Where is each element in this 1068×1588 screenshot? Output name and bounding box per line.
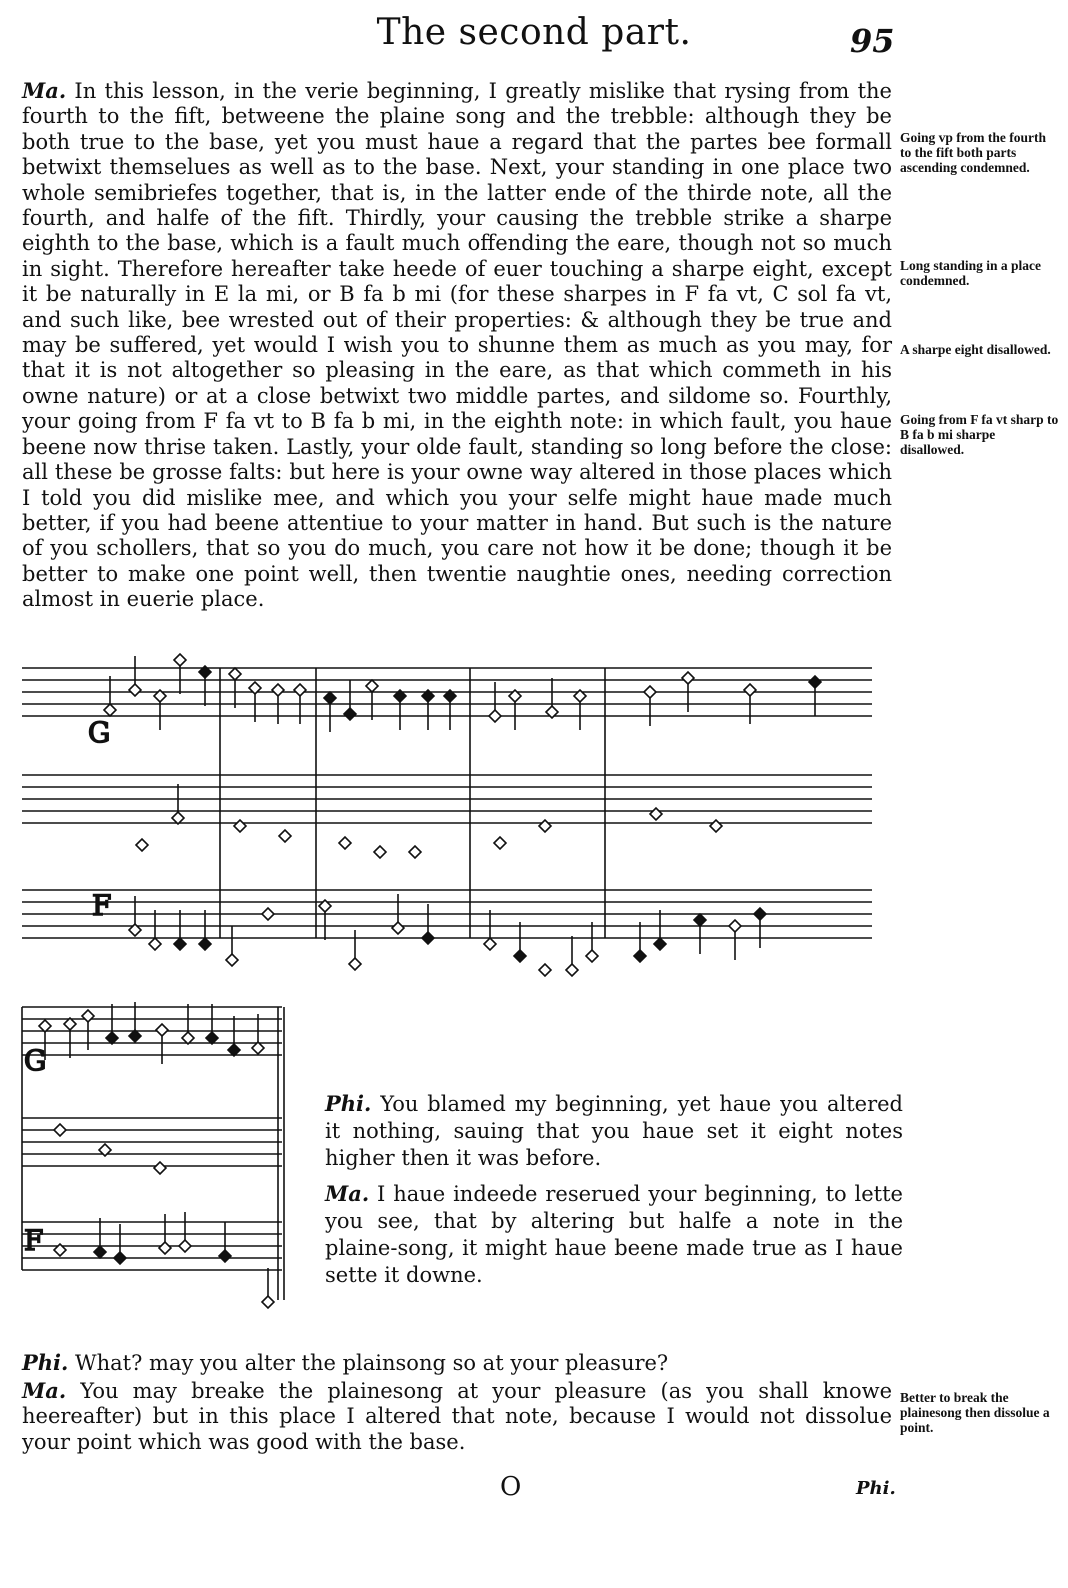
note-head [174,654,186,666]
note-head [272,684,284,696]
paragraph-text: In this lesson, in the verie beginning, I greatly mislike that rysing from the fourth to the fift, betweene the plaine song and the trebble: although they be both true to the base, yet you must haue a regard that the partes bee formall betwixt themselues as well as to the base. Next, your standing in one place two whole semibriefes together, that is, in the latter ende of the thirde note, all the fourth, and halfe of the fift. Thirdly, your causing the trebble strike a sharpe eighth to the base, which is a fault much offending the eare, though not so much in sight. Therefore hereafter take heede of euer touching a sharpe eight, except it be naturally in E la mi, or B fa b mi (for these sharpes in F fa vt, C sol fa vt, and such like, bee wrested out of their properties: & although they be true and may be suffered, yet would I wish you to shunne them as much as you may, for that it is not altogether so pleasing in the eare, as that which commeth in his owne nature) or at a close betwixt two middle partes, and sildome so. Fourthly, your going from F fa vt to B fa b mi, in the eighth note: in which fault, you haue beene now thrise taken. Lastly, your olde fault, standing so long before the close: all these be grosse falts: but here is your owne way altered in those places which I told you did mislike mee, and which you your selfe might haue made much better, if you had beene attentiue to your matter in hand. But such is the nature of you schollers, that so you do much, you care not how it be done; though it be better to make one point well, then twentie naughtie ones, needing correction almost in euerie place. [22,79,892,612]
question-paragraph [22,1350,892,1376]
margin-note-1: Going vp from the fourth to the fift both parts ascending condemned. [900,130,1047,175]
note-head [349,958,361,970]
note-head [234,820,246,832]
speaker-label: Ma. [22,78,67,103]
note-head [179,1240,191,1252]
clef-symbol: F [24,1224,44,1257]
note-head [154,1162,166,1174]
note-head [374,846,386,858]
clef-symbol: F [92,889,112,922]
note-head [129,684,141,696]
note-head [149,938,161,950]
note-head [484,938,496,950]
note-head [366,680,378,692]
note-head [129,1030,141,1042]
note-head [514,950,526,962]
note-head [494,837,506,849]
note-head [136,839,148,851]
catchword: Phi. [856,1478,896,1499]
note-head [744,684,756,696]
speaker-label: Phi. [325,1091,372,1116]
note-head [94,1246,106,1258]
note-head [104,704,116,716]
note-head [489,710,501,722]
note-head [694,914,706,926]
note-head [82,1010,94,1022]
note-head [710,820,722,832]
note-head [262,1296,274,1308]
signature-mark: O [500,1472,522,1502]
speaker-label: Phi. [22,1350,69,1375]
note-head [586,950,598,962]
note-head [226,954,238,966]
note-head [539,820,551,832]
note-head [682,672,694,684]
note-head [644,686,656,698]
note-head [409,846,421,858]
reply-ma [325,1180,903,1289]
note-head [754,908,766,920]
margin-note-5: Better to break the plainesong then dissolue a point. [900,1390,1050,1435]
question-text: What? may you alter the plainsong so at your pleasure? [68,1351,669,1375]
note-head [729,920,741,932]
reply-text: I haue indeede reserued your beginning, to lette you see, that by altering but halfe a note in the plaine-song, it might haue beene made true as I haue sette it downe. [325,1182,903,1287]
note-head [654,938,666,950]
note-head [392,922,404,934]
note-head [634,950,646,962]
clef-symbol: G [24,1044,47,1077]
answer-paragraph [22,1378,892,1455]
note-head [294,684,306,696]
note-head [422,932,434,944]
note-head [54,1124,66,1136]
margin-note-3: A sharpe eight disallowed. [900,342,1051,357]
margin-note-2: Long standing in a place condemned. [900,258,1042,288]
note-head [279,830,291,842]
note-head [114,1252,126,1264]
note-head [324,692,336,704]
clef-symbol: G [88,716,111,749]
page-number: 95 [850,22,895,60]
page-title: The second part. [376,12,692,53]
note-head [566,964,578,976]
note-head [539,964,551,976]
note-head [159,1242,171,1254]
reply-phi [325,1090,903,1172]
margin-note-4: Going from F fa vt sharp to B fa b mi sharpe disallowed. [900,412,1059,457]
note-head [650,808,662,820]
note-head [174,938,186,950]
speaker-label: Ma. [325,1181,370,1206]
note-head [344,708,356,720]
note-head [809,676,821,688]
note-head [156,1024,168,1036]
answer-text: You may breake the plainesong at your pleasure (as you shall knowe heereafter) but in this place I altered that note, because I would not dissolue your point which was good with the base. [22,1379,892,1454]
note-head [262,908,274,920]
note-head [252,1042,264,1054]
reply-text: You blamed my beginning, yet haue you altered it nothing, sauing that you haue set it eight notes higher then it was before. [325,1092,903,1170]
note-head [229,668,241,680]
note-head [219,1250,231,1262]
note-head [339,837,351,849]
speaker-label: Ma. [22,1378,67,1403]
note-head [199,938,211,950]
